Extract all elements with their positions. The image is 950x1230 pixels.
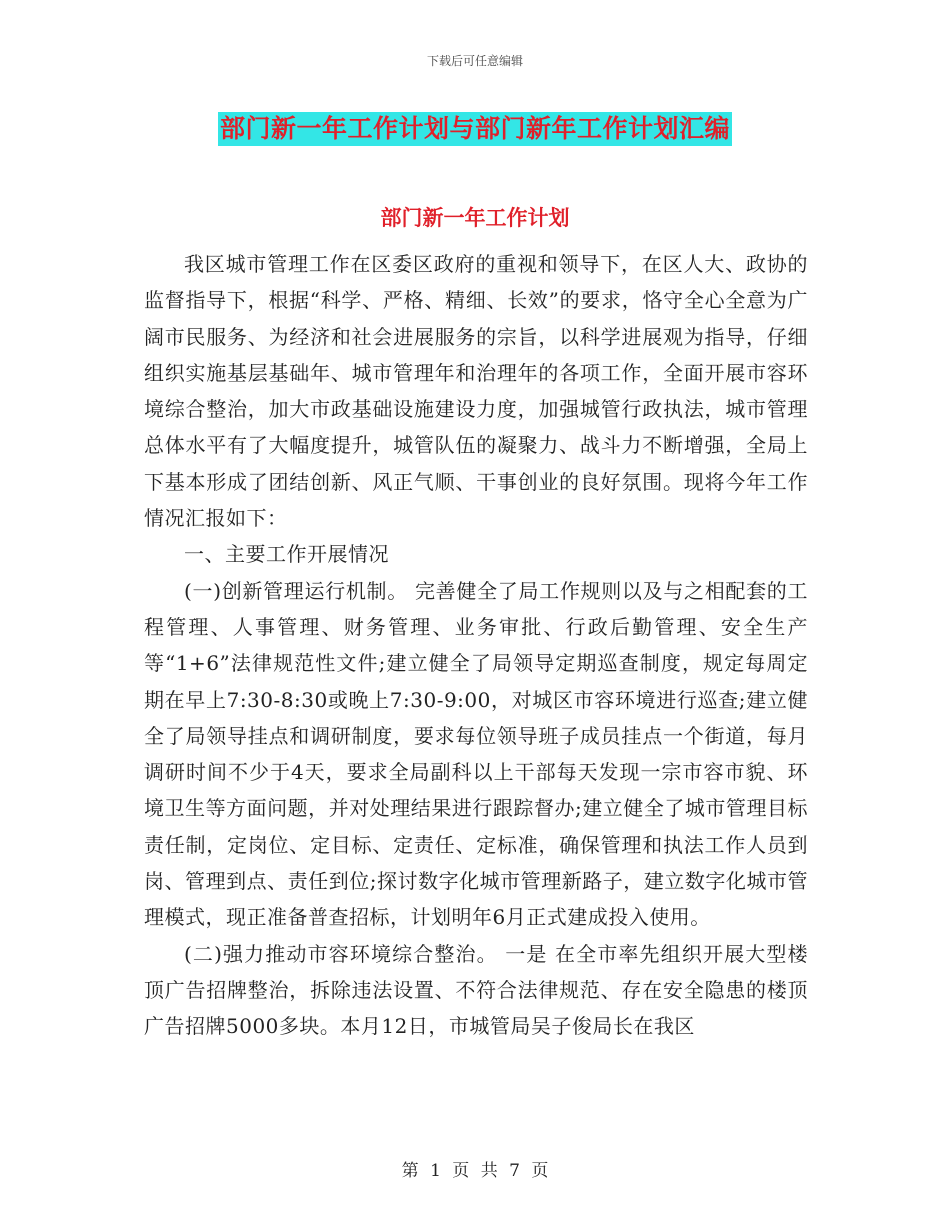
paragraph-item-1: (一)创新管理运行机制。 完善健全了局工作规则以及与之相配套的工程管理、人事管理、财务管理、业务审批、行政后勤管理、安全生产等“1+6”法律规范性文件;建立健全了局领导定期巡查制度，规定每周定期在早上7:30-8:30或晚上7:30-9:00，对城区市容环境进行巡查;建立健全了局领导挂点和调研制度，要求每位领导班子成员挂点一个街道，每月调研时间不少于4天，要求全局副科以上干部每天发现一宗市容市貌、环境卫生等方面问题，并对处理结果进行跟踪督办;建立健全了城市管理目标责任制，定岗位、定目标、定责任、定标准，确保管理和执法工作人员到岗、管理到点、责任到位;探讨数字化城市管理新路子，建立数字化城市管理模式，现正准备普查招标，计划明年6月正式建成投入使用。 [144, 578, 808, 930]
page-footer: 第 1 页 共 7 页 [401, 1161, 549, 1181]
paragraph-item-2: (二)强力推动市容环境综合整治。 一是 在全市率先组织开展大型楼顶广告招牌整治，拆除违法设置、不符合法律规范、存在安全隐患的楼顶广告招牌5000多块。本月12日，市城管局吴子俊局长在我区 [144, 941, 808, 1039]
document-title-container [0, 112, 950, 146]
section-title: 部门新一年工作计划 [380, 205, 570, 230]
paragraph-heading-1: 一、主要工作开展情况 [184, 542, 389, 567]
paragraph-intro: 我区城市管理工作在区委区政府的重视和领导下，在区人大、政协的监督指导下，根据“科学、严格、精细、长效”的要求，恪守全心全意为广阔市民服务、为经济和社会进展服务的宗旨，以科学进展观为指导，仔细组织实施基层基础年、城市管理年和治理年的各项工作，全面开展市容环境综合整治，加大市政基础设施建设力度，加强城管行政执法，城市管理总体水平有了大幅度提升，城管队伍的凝聚力、战斗力不断增强，全局上下基本形成了团结创新、风正气顺、干事创业的良好氛围。现将今年工作情况汇报如下： [144, 252, 808, 531]
document-body [144, 246, 808, 1045]
document-title: 部门新一年工作计划与部门新年工作计划汇编 [218, 112, 732, 146]
page-header-note: 下载后可任意编辑 [426, 54, 523, 68]
